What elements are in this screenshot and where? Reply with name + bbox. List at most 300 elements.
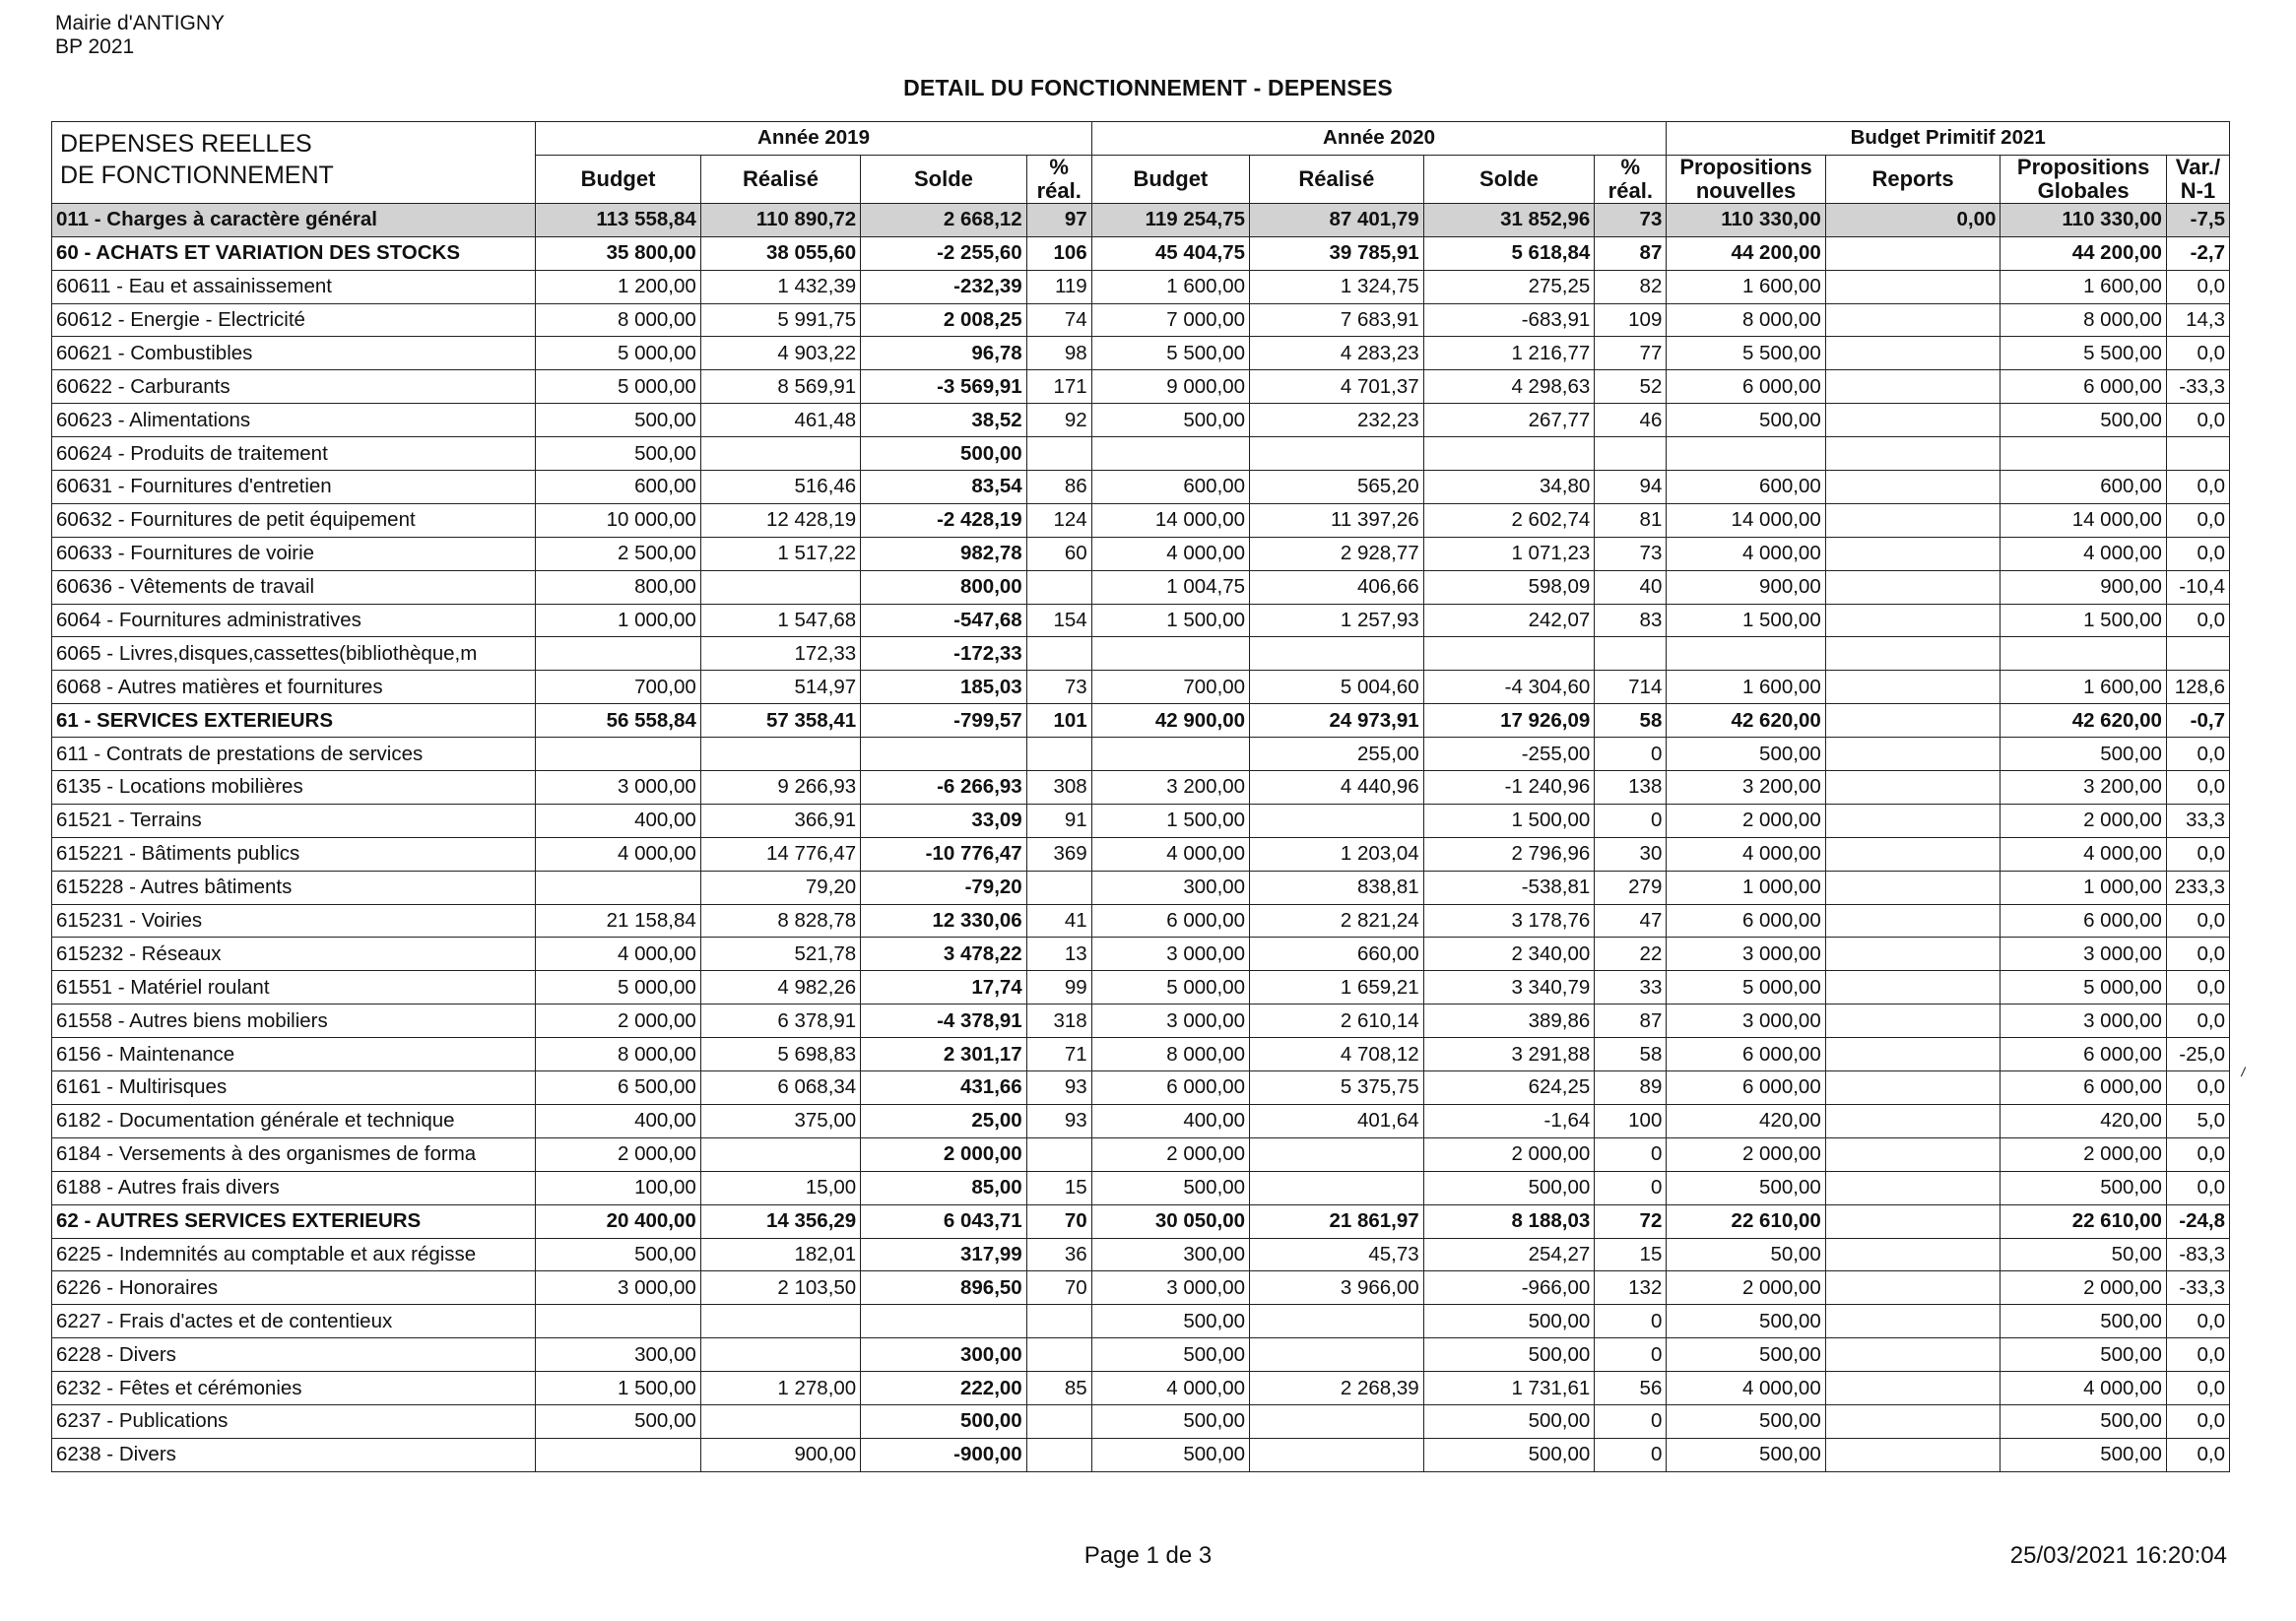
budget-2020-cell: 7 000,00 xyxy=(1091,303,1249,337)
prop-globales-cell: 3 200,00 xyxy=(2001,771,2167,805)
solde-2019-cell: 2 301,17 xyxy=(861,1038,1027,1071)
solde-2020-cell: 275,25 xyxy=(1423,270,1595,303)
solde-2020-cell: 1 731,61 xyxy=(1423,1372,1595,1405)
table-row xyxy=(52,1338,2230,1372)
prop-globales-cell: 1 500,00 xyxy=(2001,604,2167,637)
realise-2020-cell xyxy=(1250,1438,1424,1471)
prop-globales-cell: 6 000,00 xyxy=(2001,904,2167,938)
realise-2020-cell xyxy=(1250,637,1424,671)
pct-2020-cell xyxy=(1595,437,1667,471)
page-number: Page 1 de 3 xyxy=(1083,1542,1213,1569)
budget-2019-cell: 5 000,00 xyxy=(536,971,700,1005)
solde-2020-cell: 3 340,79 xyxy=(1423,971,1595,1005)
chapter-row xyxy=(52,1204,2230,1238)
prop-nouvelles-cell: 2 000,00 xyxy=(1667,804,1825,837)
realise-2020-cell: 1 203,04 xyxy=(1250,837,1424,871)
reports-cell xyxy=(1825,1071,2001,1105)
chapter-row xyxy=(52,704,2230,738)
pct-2019-cell xyxy=(1026,1305,1091,1338)
realise-2019-cell: 900,00 xyxy=(700,1438,860,1471)
realise-2020-cell: 2 821,24 xyxy=(1250,904,1424,938)
realise-2020-cell: 45,73 xyxy=(1250,1238,1424,1271)
pct-2020-cell: 52 xyxy=(1595,370,1667,404)
table-row xyxy=(52,871,2230,904)
realise-2019-cell: 1 517,22 xyxy=(700,537,860,570)
var-n1-cell: 0,0 xyxy=(2166,837,2229,871)
realise-2019-cell: 375,00 xyxy=(700,1104,860,1137)
solde-2019-cell: 2 000,00 xyxy=(861,1137,1027,1171)
realise-2020-cell: 4 708,12 xyxy=(1250,1038,1424,1071)
reports-cell xyxy=(1825,570,2001,604)
pct-2020-cell: 0 xyxy=(1595,1171,1667,1204)
col-budget-2019: Budget xyxy=(536,155,700,203)
prop-nouvelles-cell: 3 000,00 xyxy=(1667,1005,1825,1038)
prop-globales-cell: 5 500,00 xyxy=(2001,337,2167,370)
var-n1-cell: -24,8 xyxy=(2166,1204,2229,1238)
budget-2020-cell: 8 000,00 xyxy=(1091,1038,1249,1071)
budget-2019-cell: 5 000,00 xyxy=(536,337,700,370)
row-label-cell: 6232 - Fêtes et cérémonies xyxy=(52,1372,536,1405)
realise-2020-cell: 2 610,14 xyxy=(1250,1005,1424,1038)
prop-globales-cell: 4 000,00 xyxy=(2001,1372,2167,1405)
solde-2020-cell: 2 340,00 xyxy=(1423,938,1595,971)
realise-2019-cell: 8 569,91 xyxy=(700,370,860,404)
realise-2019-cell xyxy=(700,1338,860,1372)
table-row xyxy=(52,738,2230,771)
table-row xyxy=(52,1071,2230,1105)
row-label-cell: 6161 - Multirisques xyxy=(52,1071,536,1105)
realise-2020-cell: 4 283,23 xyxy=(1250,337,1424,370)
solde-2019-cell: -232,39 xyxy=(861,270,1027,303)
var-n1-cell: -10,4 xyxy=(2166,570,2229,604)
budget-2020-cell: 30 050,00 xyxy=(1091,1204,1249,1238)
solde-2019-cell: -799,57 xyxy=(861,704,1027,738)
prop-globales-cell: 4 000,00 xyxy=(2001,837,2167,871)
solde-2020-cell: 624,25 xyxy=(1423,1071,1595,1105)
pct-2020-cell: 87 xyxy=(1595,236,1667,270)
solde-2020-cell: -1 240,96 xyxy=(1423,771,1595,805)
pct-2020-cell: 89 xyxy=(1595,1071,1667,1105)
realise-2019-cell: 182,01 xyxy=(700,1238,860,1271)
realise-2019-cell: 4 903,22 xyxy=(700,337,860,370)
pct-2019-cell: 99 xyxy=(1026,971,1091,1005)
prop-globales-cell: 500,00 xyxy=(2001,1305,2167,1338)
budget-2019-cell: 500,00 xyxy=(536,437,700,471)
budget-2019-cell: 8 000,00 xyxy=(536,1038,700,1071)
solde-2019-cell: 800,00 xyxy=(861,570,1027,604)
pct-2020-cell: 0 xyxy=(1595,1305,1667,1338)
prop-globales-cell: 2 000,00 xyxy=(2001,1137,2167,1171)
reports-cell xyxy=(1825,236,2001,270)
solde-2019-cell: -172,33 xyxy=(861,637,1027,671)
budget-2020-cell xyxy=(1091,437,1249,471)
pct-2019-cell: 60 xyxy=(1026,537,1091,570)
table-row xyxy=(52,904,2230,938)
solde-2020-cell: 3 291,88 xyxy=(1423,1038,1595,1071)
row-label-cell: 62 - AUTRES SERVICES EXTERIEURS xyxy=(52,1204,536,1238)
realise-2020-cell: 3 966,00 xyxy=(1250,1271,1424,1305)
pct-2020-cell: 73 xyxy=(1595,537,1667,570)
prop-nouvelles-cell xyxy=(1667,437,1825,471)
budget-2019-cell xyxy=(536,1438,700,1471)
budget-2020-cell: 500,00 xyxy=(1091,404,1249,437)
prop-nouvelles-cell: 8 000,00 xyxy=(1667,303,1825,337)
realise-2019-cell: 110 890,72 xyxy=(700,203,860,236)
pct-2019-cell: 13 xyxy=(1026,938,1091,971)
budget-2020-cell: 5 000,00 xyxy=(1091,971,1249,1005)
table-row xyxy=(52,771,2230,805)
budget-2019-cell: 400,00 xyxy=(536,804,700,837)
prop-nouvelles-cell: 1 600,00 xyxy=(1667,671,1825,704)
budget-2020-cell: 500,00 xyxy=(1091,1305,1249,1338)
budget-2020-cell: 45 404,75 xyxy=(1091,236,1249,270)
prop-nouv-label-2: nouvelles xyxy=(1695,177,1797,203)
prop-nouvelles-cell: 1 000,00 xyxy=(1667,871,1825,904)
reports-cell xyxy=(1825,537,2001,570)
reports-cell xyxy=(1825,871,2001,904)
pct-2019-cell xyxy=(1026,1338,1091,1372)
row-label-cell: 61521 - Terrains xyxy=(52,804,536,837)
realise-2020-cell: 838,81 xyxy=(1250,871,1424,904)
solde-2020-cell: -255,00 xyxy=(1423,738,1595,771)
reports-cell xyxy=(1825,637,2001,671)
reports-cell xyxy=(1825,1104,2001,1137)
realise-2020-cell: 5 375,75 xyxy=(1250,1071,1424,1105)
prop-nouvelles-cell: 500,00 xyxy=(1667,1171,1825,1204)
budget-2020-cell: 4 000,00 xyxy=(1091,837,1249,871)
pct-2020-cell: 81 xyxy=(1595,503,1667,537)
table-row xyxy=(52,471,2230,504)
pct-2020-cell: 46 xyxy=(1595,404,1667,437)
prop-globales-cell: 8 000,00 xyxy=(2001,303,2167,337)
solde-2019-cell: -3 569,91 xyxy=(861,370,1027,404)
budget-2019-cell: 3 000,00 xyxy=(536,1271,700,1305)
var-n1-cell: -0,7 xyxy=(2166,704,2229,738)
realise-2020-cell: 39 785,91 xyxy=(1250,236,1424,270)
realise-2020-cell: 21 861,97 xyxy=(1250,1204,1424,1238)
budget-2020-cell: 500,00 xyxy=(1091,1438,1249,1471)
budget-2019-cell: 1 200,00 xyxy=(536,270,700,303)
table-row xyxy=(52,1305,2230,1338)
var-n1-cell: 0,0 xyxy=(2166,971,2229,1005)
realise-2020-cell: 4 701,37 xyxy=(1250,370,1424,404)
budget-table xyxy=(51,121,2230,1472)
solde-2020-cell: 31 852,96 xyxy=(1423,203,1595,236)
solde-2019-cell: 2 008,25 xyxy=(861,303,1027,337)
realise-2019-cell: 2 103,50 xyxy=(700,1271,860,1305)
var-n1-cell xyxy=(2166,637,2229,671)
budget-2020-cell: 4 000,00 xyxy=(1091,1372,1249,1405)
prop-nouvelles-cell: 22 610,00 xyxy=(1667,1204,1825,1238)
prop-globales-cell: 1 000,00 xyxy=(2001,871,2167,904)
realise-2020-cell: 2 268,39 xyxy=(1250,1372,1424,1405)
row-label-cell: 60 - ACHATS ET VARIATION DES STOCKS xyxy=(52,236,536,270)
reports-cell xyxy=(1825,1338,2001,1372)
row-label-cell: 011 - Charges à caractère général xyxy=(52,203,536,236)
table-row xyxy=(52,503,2230,537)
solde-2020-cell: 1 071,23 xyxy=(1423,537,1595,570)
prop-globales-cell: 900,00 xyxy=(2001,570,2167,604)
row-label-cell: 61551 - Matériel roulant xyxy=(52,971,536,1005)
var-n1-cell: 0,0 xyxy=(2166,604,2229,637)
prop-nouvelles-cell: 1 600,00 xyxy=(1667,270,1825,303)
pct-2020-cell: 0 xyxy=(1595,1137,1667,1171)
prop-nouvelles-cell: 5 000,00 xyxy=(1667,971,1825,1005)
budget-2020-cell: 9 000,00 xyxy=(1091,370,1249,404)
table-row xyxy=(52,303,2230,337)
solde-2020-cell: 242,07 xyxy=(1423,604,1595,637)
reports-cell xyxy=(1825,771,2001,805)
solde-2020-cell: 8 188,03 xyxy=(1423,1204,1595,1238)
var-n1-cell: 0,0 xyxy=(2166,771,2229,805)
table-row xyxy=(52,437,2230,471)
solde-2019-cell xyxy=(861,1305,1027,1338)
pct-2020-cell: 138 xyxy=(1595,771,1667,805)
prop-globales-cell: 500,00 xyxy=(2001,1438,2167,1471)
var-n1-cell: 33,3 xyxy=(2166,804,2229,837)
reports-cell xyxy=(1825,471,2001,504)
row-label-cell: 6227 - Frais d'actes et de contentieux xyxy=(52,1305,536,1338)
prop-globales-cell: 6 000,00 xyxy=(2001,1071,2167,1105)
budget-2020-cell xyxy=(1091,637,1249,671)
budget-2020-cell: 1 500,00 xyxy=(1091,604,1249,637)
realise-2019-cell: 14 356,29 xyxy=(700,1204,860,1238)
budget-2020-cell: 1 004,75 xyxy=(1091,570,1249,604)
var-n1-cell xyxy=(2166,437,2229,471)
realise-2020-cell: 87 401,79 xyxy=(1250,203,1424,236)
solde-2019-cell: -2 428,19 xyxy=(861,503,1027,537)
budget-2019-cell: 2 500,00 xyxy=(536,537,700,570)
prop-globales-cell: 22 610,00 xyxy=(2001,1204,2167,1238)
reports-cell: 0,00 xyxy=(1825,203,2001,236)
realise-2020-cell: 2 928,77 xyxy=(1250,537,1424,570)
chapter-row xyxy=(52,236,2230,270)
budget-2020-cell: 3 200,00 xyxy=(1091,771,1249,805)
prop-nouvelles-cell: 3 200,00 xyxy=(1667,771,1825,805)
prop-globales-cell: 42 620,00 xyxy=(2001,704,2167,738)
reports-cell xyxy=(1825,1137,2001,1171)
realise-2020-cell xyxy=(1250,1404,1424,1438)
prop-nouvelles-cell: 420,00 xyxy=(1667,1104,1825,1137)
budget-2020-cell: 1 600,00 xyxy=(1091,270,1249,303)
row-label-cell: 60633 - Fournitures de voirie xyxy=(52,537,536,570)
budget-2019-cell: 700,00 xyxy=(536,671,700,704)
table-row xyxy=(52,971,2230,1005)
prop-globales-cell: 500,00 xyxy=(2001,1404,2167,1438)
group-header-bp2021: Budget Primitif 2021 xyxy=(1667,122,2230,156)
row-label-cell: 60636 - Vêtements de travail xyxy=(52,570,536,604)
solde-2020-cell: 500,00 xyxy=(1423,1404,1595,1438)
solde-2020-cell: 2 796,96 xyxy=(1423,837,1595,871)
budget-2019-cell: 800,00 xyxy=(536,570,700,604)
reports-cell xyxy=(1825,503,2001,537)
row-label-cell: 6182 - Documentation générale et technique xyxy=(52,1104,536,1137)
prop-glob-label-2: Globales xyxy=(2037,177,2130,203)
solde-2020-cell xyxy=(1423,637,1595,671)
pct-2019-cell xyxy=(1026,437,1091,471)
prop-nouvelles-cell: 600,00 xyxy=(1667,471,1825,504)
prop-globales-cell: 1 600,00 xyxy=(2001,270,2167,303)
pct-2020-cell: 72 xyxy=(1595,1204,1667,1238)
realise-2019-cell xyxy=(700,570,860,604)
row-label-cell: 60624 - Produits de traitement xyxy=(52,437,536,471)
reports-cell xyxy=(1825,804,2001,837)
budget-2020-cell xyxy=(1091,738,1249,771)
pct-2020-cell: 0 xyxy=(1595,1338,1667,1372)
var-n1-cell: 0,0 xyxy=(2166,1305,2229,1338)
solde-2020-cell: 1 216,77 xyxy=(1423,337,1595,370)
realise-2019-cell xyxy=(700,1404,860,1438)
budget-2019-cell: 1 500,00 xyxy=(536,1372,700,1405)
table-row xyxy=(52,1238,2230,1271)
budget-2020-cell: 6 000,00 xyxy=(1091,904,1249,938)
budget-2020-cell: 6 000,00 xyxy=(1091,1071,1249,1105)
budget-2019-cell xyxy=(536,738,700,771)
reports-cell xyxy=(1825,404,2001,437)
row-label-cell: 6064 - Fournitures administratives xyxy=(52,604,536,637)
solde-2019-cell: 17,74 xyxy=(861,971,1027,1005)
budget-2019-cell: 56 558,84 xyxy=(536,704,700,738)
budget-2020-cell: 3 000,00 xyxy=(1091,938,1249,971)
pct-2020-cell: 77 xyxy=(1595,337,1667,370)
solde-2019-cell: 500,00 xyxy=(861,437,1027,471)
prop-globales-cell: 500,00 xyxy=(2001,1338,2167,1372)
budget-2019-cell: 10 000,00 xyxy=(536,503,700,537)
check-mark: ⸝ xyxy=(2232,1053,2252,1081)
solde-2019-cell: 500,00 xyxy=(861,1404,1027,1438)
realise-2020-cell xyxy=(1250,437,1424,471)
prop-globales-cell: 4 000,00 xyxy=(2001,537,2167,570)
solde-2019-cell: 185,03 xyxy=(861,671,1027,704)
pct-2019-cell: 93 xyxy=(1026,1104,1091,1137)
realise-2019-cell: 1 547,68 xyxy=(700,604,860,637)
row-label-cell: 61558 - Autres biens mobiliers xyxy=(52,1005,536,1038)
table-row xyxy=(52,1404,2230,1438)
prop-nouvelles-cell: 6 000,00 xyxy=(1667,904,1825,938)
prop-nouvelles-cell: 44 200,00 xyxy=(1667,236,1825,270)
reports-cell xyxy=(1825,270,2001,303)
budget-2019-cell: 500,00 xyxy=(536,1404,700,1438)
budget-2019-cell: 4 000,00 xyxy=(536,837,700,871)
row-label-cell: 615228 - Autres bâtiments xyxy=(52,871,536,904)
var-n1-cell: 0,0 xyxy=(2166,1372,2229,1405)
solde-2020-cell: 500,00 xyxy=(1423,1338,1595,1372)
prop-nouvelles-cell: 2 000,00 xyxy=(1667,1137,1825,1171)
pct-2019-cell: 318 xyxy=(1026,1005,1091,1038)
row-label-cell: 6188 - Autres frais divers xyxy=(52,1171,536,1204)
var-n1-cell: 0,0 xyxy=(2166,1338,2229,1372)
budget-2019-cell: 21 158,84 xyxy=(536,904,700,938)
solde-2020-cell xyxy=(1423,437,1595,471)
row-label-cell: 611 - Contrats de prestations de services xyxy=(52,738,536,771)
pct-2020-cell: 279 xyxy=(1595,871,1667,904)
pct-2019-cell: 36 xyxy=(1026,1238,1091,1271)
prop-nouvelles-cell: 500,00 xyxy=(1667,1404,1825,1438)
table-row xyxy=(52,1137,2230,1171)
realise-2020-cell xyxy=(1250,1305,1424,1338)
row-label-cell: 60623 - Alimentations xyxy=(52,404,536,437)
prop-globales-cell: 600,00 xyxy=(2001,471,2167,504)
solde-2019-cell: -10 776,47 xyxy=(861,837,1027,871)
var-n1-cell: 0,0 xyxy=(2166,1171,2229,1204)
realise-2019-cell: 5 698,83 xyxy=(700,1038,860,1071)
pct-2019-cell xyxy=(1026,570,1091,604)
pct-2020-cell: 56 xyxy=(1595,1372,1667,1405)
prop-globales-cell: 3 000,00 xyxy=(2001,938,2167,971)
var-n1-cell: -33,3 xyxy=(2166,1271,2229,1305)
realise-2019-cell xyxy=(700,738,860,771)
pct-2020-cell: 87 xyxy=(1595,1005,1667,1038)
solde-2019-cell: 38,52 xyxy=(861,404,1027,437)
col-pct-2020 xyxy=(1595,155,1667,203)
table-row xyxy=(52,671,2230,704)
prop-globales-cell: 14 000,00 xyxy=(2001,503,2167,537)
var-n1-cell: 233,3 xyxy=(2166,871,2229,904)
budget-2020-cell: 2 000,00 xyxy=(1091,1137,1249,1171)
realise-2019-cell: 516,46 xyxy=(700,471,860,504)
budget-2019-cell: 20 400,00 xyxy=(536,1204,700,1238)
prop-nouvelles-cell: 5 500,00 xyxy=(1667,337,1825,370)
budget-2019-cell: 300,00 xyxy=(536,1338,700,1372)
prop-nouvelles-cell: 500,00 xyxy=(1667,738,1825,771)
solde-2019-cell: 317,99 xyxy=(861,1238,1027,1271)
pct-2019-cell: 15 xyxy=(1026,1171,1091,1204)
corner-line-2: DE FONCTIONNEMENT xyxy=(60,162,334,189)
row-label-cell: 6135 - Locations mobilières xyxy=(52,771,536,805)
reports-cell xyxy=(1825,738,2001,771)
var-n1-cell: 0,0 xyxy=(2166,270,2229,303)
budget-2019-cell: 5 000,00 xyxy=(536,370,700,404)
col-pct-2019 xyxy=(1026,155,1091,203)
pct-2019-cell: 369 xyxy=(1026,837,1091,871)
prop-nouvelles-cell: 3 000,00 xyxy=(1667,938,1825,971)
solde-2020-cell: 34,80 xyxy=(1423,471,1595,504)
solde-2019-cell: 3 478,22 xyxy=(861,938,1027,971)
realise-2019-cell: 1 432,39 xyxy=(700,270,860,303)
prop-globales-cell: 50,00 xyxy=(2001,1238,2167,1271)
realise-2020-cell xyxy=(1250,1137,1424,1171)
pct-2020-cell: 58 xyxy=(1595,1038,1667,1071)
pct-2019-cell: 308 xyxy=(1026,771,1091,805)
solde-2019-cell: 12 330,06 xyxy=(861,904,1027,938)
prop-nouvelles-cell: 4 000,00 xyxy=(1667,837,1825,871)
realise-2020-cell: 1 324,75 xyxy=(1250,270,1424,303)
pct-label-1: % xyxy=(1049,155,1069,179)
row-label-cell: 6237 - Publications xyxy=(52,1404,536,1438)
budget-2019-cell: 1 000,00 xyxy=(536,604,700,637)
var-n1-cell: 0,0 xyxy=(2166,738,2229,771)
pct-2019-cell: 97 xyxy=(1026,203,1091,236)
pct-2020-cell: 0 xyxy=(1595,1438,1667,1471)
row-label-cell: 615231 - Voiries xyxy=(52,904,536,938)
realise-2019-cell: 521,78 xyxy=(700,938,860,971)
pct-2020-cell: 94 xyxy=(1595,471,1667,504)
table-row xyxy=(52,1104,2230,1137)
budget-2020-cell: 300,00 xyxy=(1091,1238,1249,1271)
prop-nouvelles-cell: 14 000,00 xyxy=(1667,503,1825,537)
realise-2020-cell: 232,23 xyxy=(1250,404,1424,437)
row-label-cell: 61 - SERVICES EXTERIEURS xyxy=(52,704,536,738)
row-label-cell: 615221 - Bâtiments publics xyxy=(52,837,536,871)
budget-2020-cell: 500,00 xyxy=(1091,1404,1249,1438)
prop-nouvelles-cell xyxy=(1667,637,1825,671)
prop-globales-cell: 44 200,00 xyxy=(2001,236,2167,270)
budget-year: BP 2021 xyxy=(55,35,135,58)
solde-2019-cell: -6 266,93 xyxy=(861,771,1027,805)
realise-2019-cell xyxy=(700,1137,860,1171)
realise-2019-cell: 5 991,75 xyxy=(700,303,860,337)
pct-2020-cell: 33 xyxy=(1595,971,1667,1005)
